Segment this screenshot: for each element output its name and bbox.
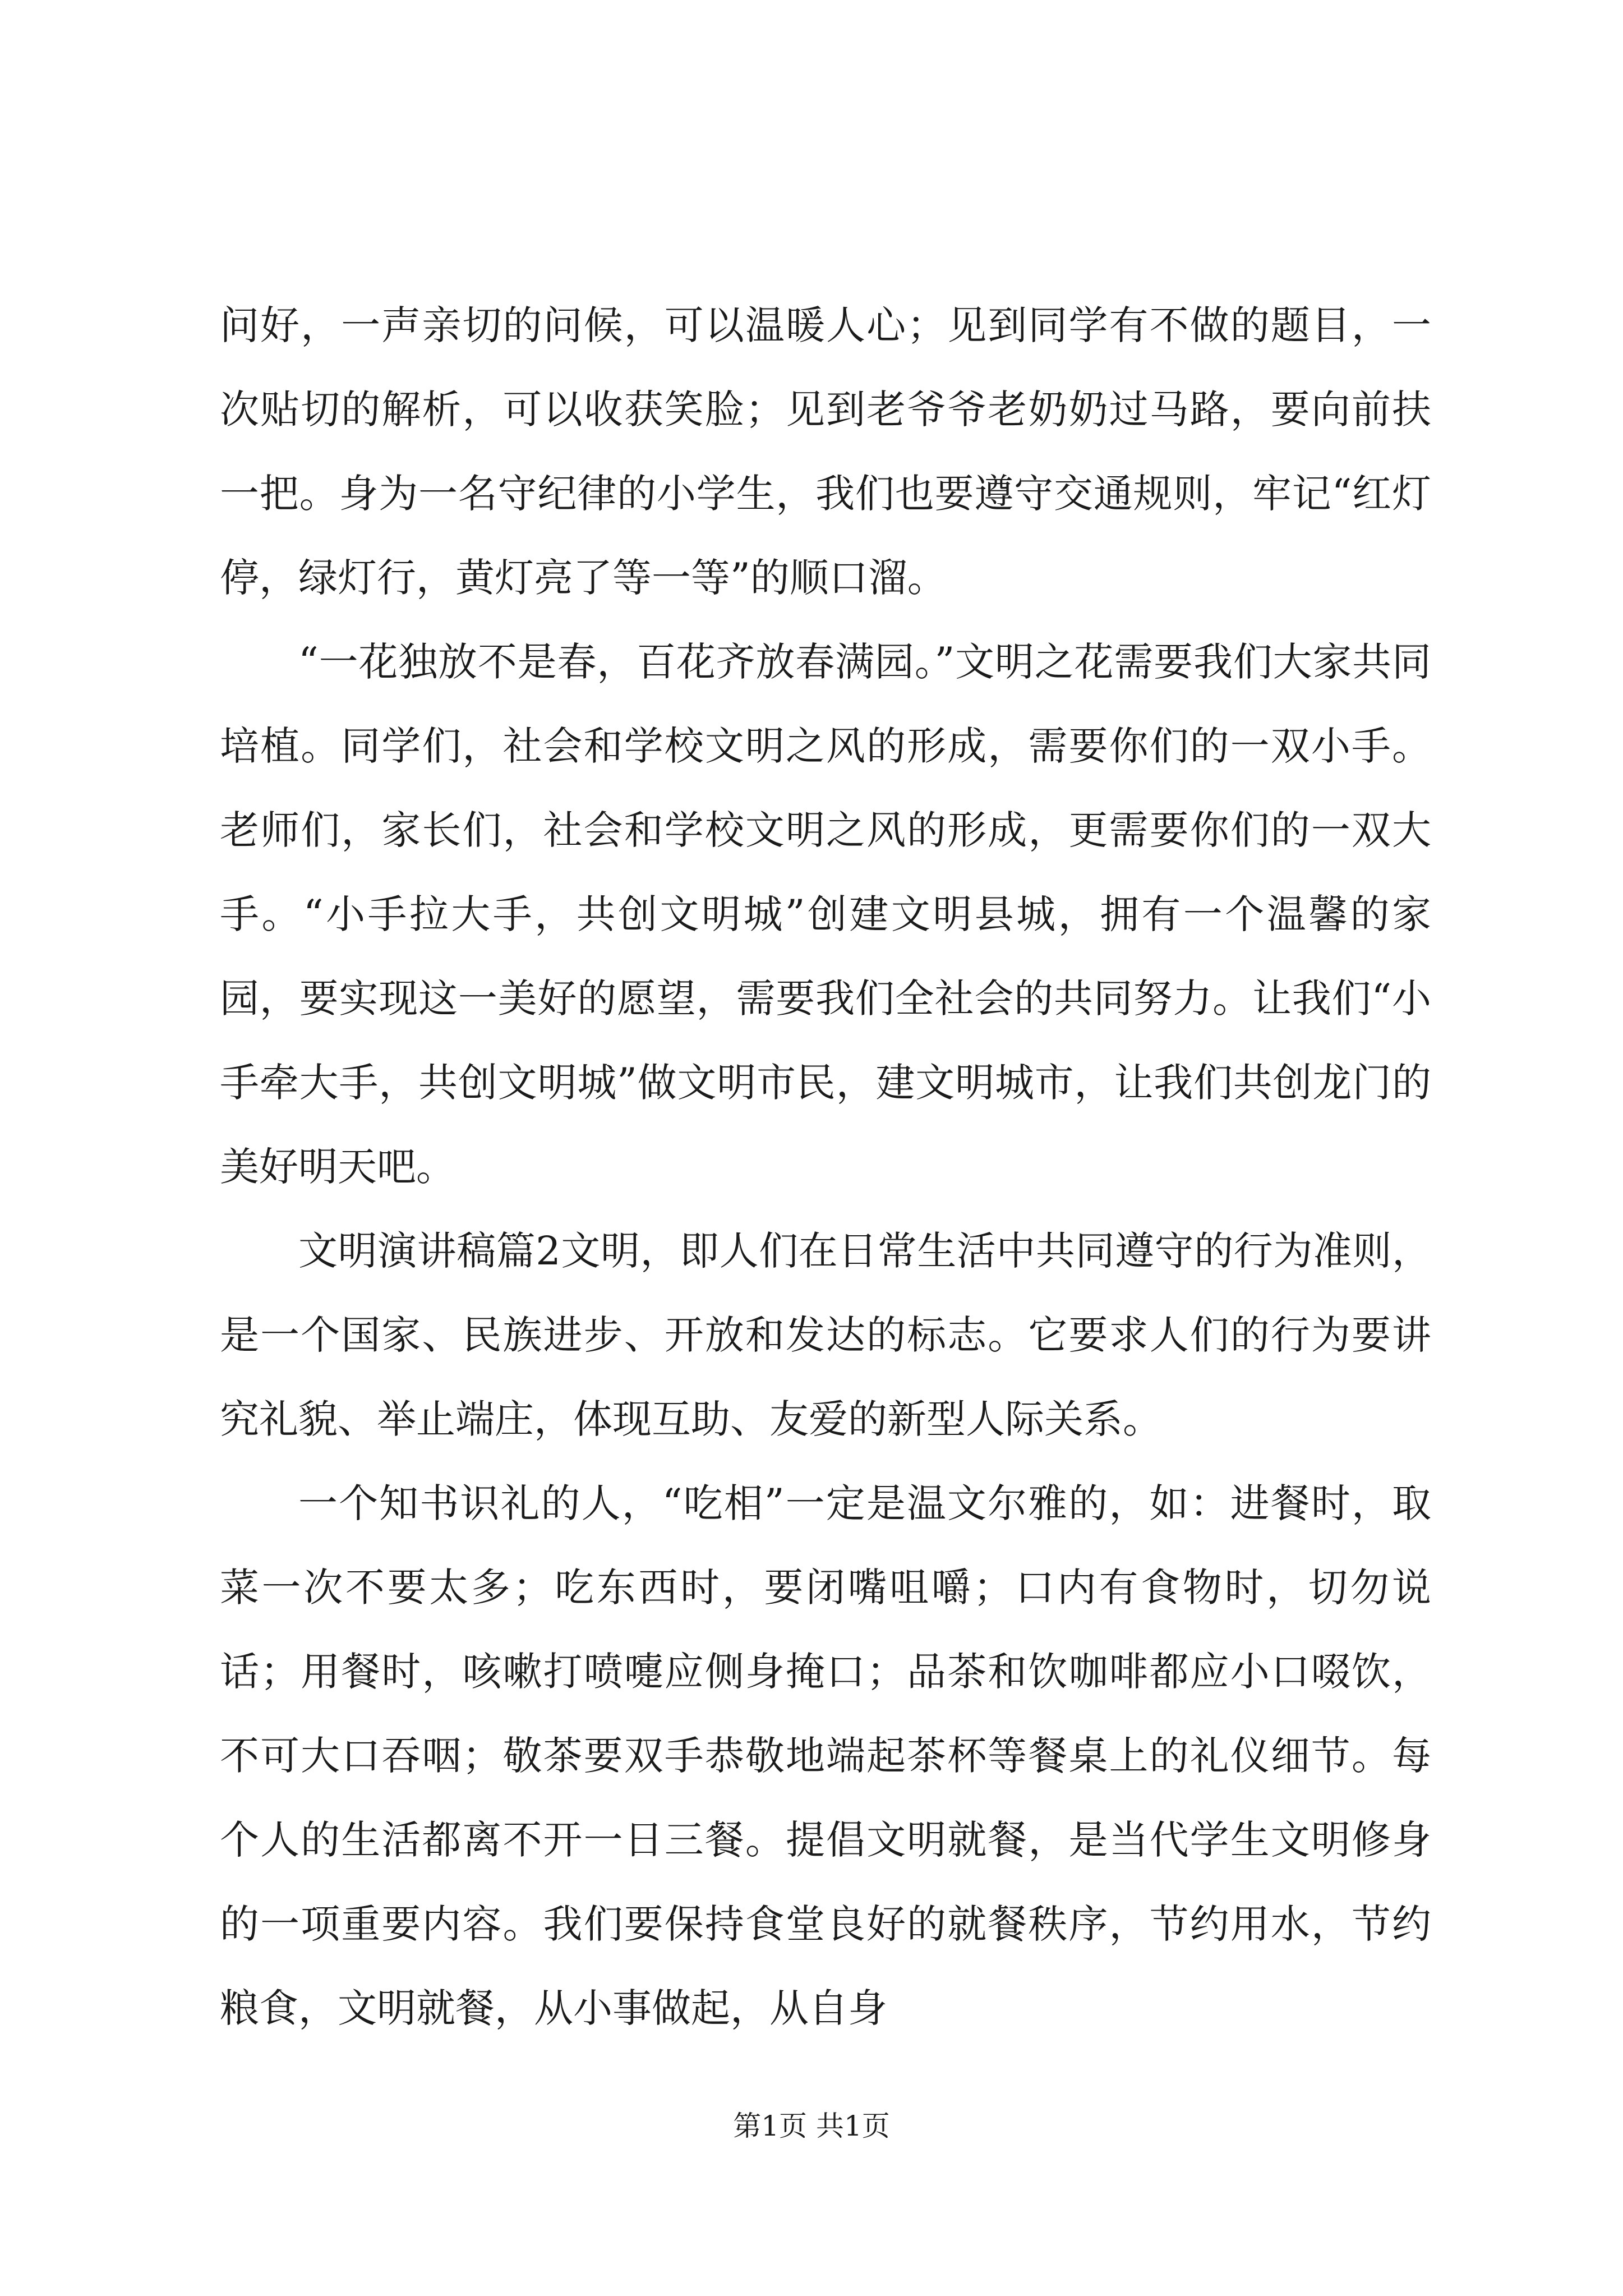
- page-footer: 第1页 共1页: [733, 2110, 890, 2142]
- paragraph-continuation: 问好，一声亲切的问候，可以温暖人心；见到同学有不做的题目，一次贴切的解析，可以收获笑脸；见到老爷爷老奶奶过马路，要向前扶一把。身为一名守纪律的小学生，我们也要遵守交通规则，牢记“红灯停，绿灯行，黄灯亮了等一等”的顺口溜。: [220, 302, 1431, 601]
- paragraph-dining-etiquette: 一个知书识礼的人，“吃相”一定是温文尔雅的，如：进餐时，取菜一次不要太多；吃东西时，要闭嘴咀嚼；口内有食物时，切勿说话；用餐时，咳嗽打喷嚏应侧身掩口；品茶和饮咖啡都应小口啜饮，不可大口吞咽；敬茶要双手恭敬地端起茶杯等餐桌上的礼仪细节。每个人的生活都离不开一日三餐。提倡文明就餐，是当代学生文明修身的一项重要内容。我们要保持食堂良好的就餐秩序，节约用水，节约粮食，文明就餐，从小事做起，从自身: [220, 1480, 1431, 2031]
- paragraph-speech-2: 文明演讲稿篇2文明，即人们在日常生活中共同遵守的行为准则，是一个国家、民族进步、开放和发达的标志。它要求人们的行为要讲究礼貌、举止端庄，体现互助、友爱的新型人际关系。: [220, 1228, 1431, 1442]
- paragraph-flower-quote: “一花独放不是春，百花齐放春满园。”文明之花需要我们大家共同培植。同学们，社会和学校文明之风的形成，需要你们的一双小手。老师们，家长们，社会和学校文明之风的形成，更需要你们的一双大手。“小手拉大手，共创文明城”创建文明县城，拥有一个温馨的家园，要实现这一美好的愿望，需要我们全社会的共同努力。让我们“小手牵大手，共创文明城”做文明市民，建文明城市，让我们共创龙门的美好明天吧。: [220, 639, 1431, 1190]
- document-body: [220, 283, 1431, 2050]
